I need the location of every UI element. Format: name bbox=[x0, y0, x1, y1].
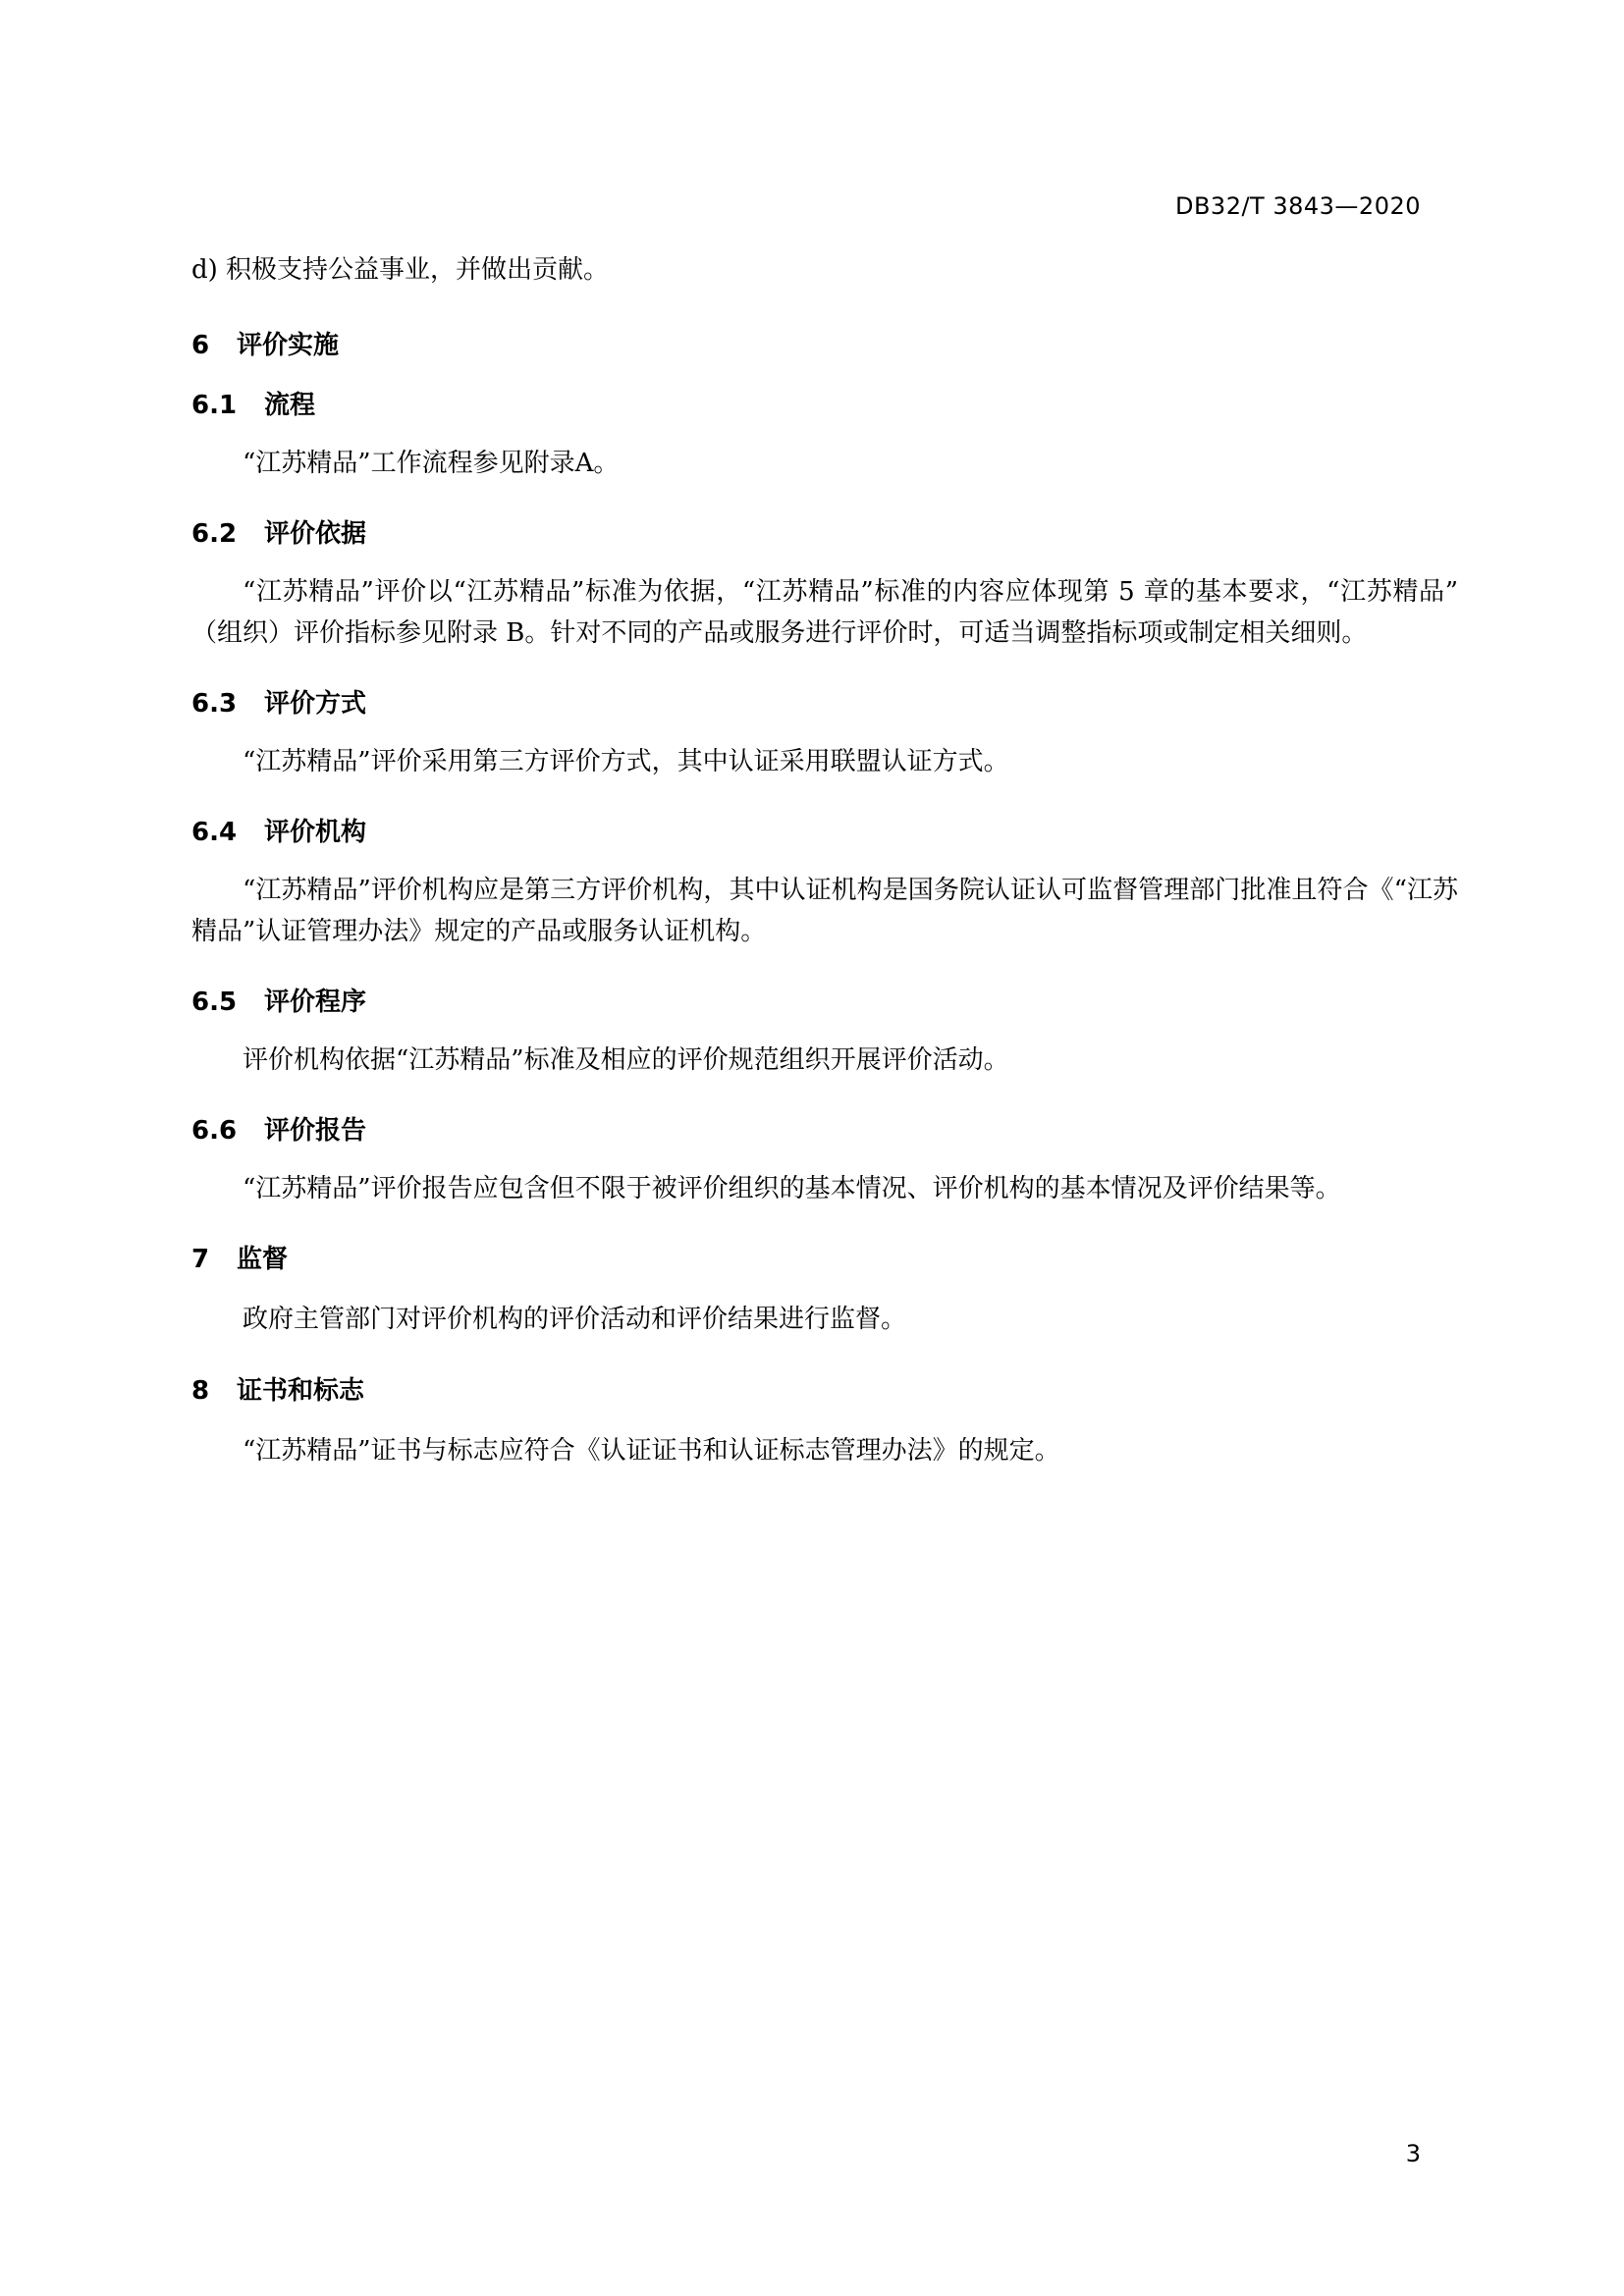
list-item: d) 积极支持公益事业，并做出贡献。 bbox=[191, 255, 610, 285]
subclause-title: 评价依据 bbox=[264, 518, 367, 549]
subclause-number: 6.3 bbox=[191, 688, 238, 719]
subclause-title: 评价程序 bbox=[264, 988, 367, 1018]
paragraph-6-4: “江苏精品”评价机构应是第三方评价机构，其中认证机构是国务院认证认可监督管理部门批准且符合《“江苏精品”认证管理办法》规定的产品或服务认证机构。 bbox=[191, 876, 1458, 947]
clause-title: 证书和标志 bbox=[237, 1375, 365, 1406]
clause-heading-6 bbox=[191, 325, 1458, 361]
paragraph-6-2: “江苏精品”评价以“江苏精品”标准为依据，“江苏精品”标准的内容应体现第 5 章的基本要求，“江苏精品”（组织）评价指标参见附录 B。针对不同的产品或服务进行评价时，可适当调整指标项或制定相关细则。 bbox=[191, 576, 1458, 648]
clause-number: 7 bbox=[191, 1245, 210, 1275]
clause-heading-7 bbox=[191, 1239, 1458, 1275]
clause-heading-8 bbox=[191, 1370, 1458, 1407]
paragraph-8: “江苏精品”证书与标志应符合《认证证书和认证标志管理办法》的规定。 bbox=[243, 1435, 1060, 1466]
paragraph-6-5: 评价机构依据“江苏精品”标准及相应的评价规范组织开展评价活动。 bbox=[243, 1045, 1009, 1076]
subclause-number: 6.4 bbox=[191, 818, 238, 848]
page-content bbox=[191, 250, 1458, 1501]
clause-number: 6 bbox=[191, 330, 210, 360]
subclause-title: 评价方式 bbox=[264, 688, 367, 719]
subclause-number: 6.6 bbox=[191, 1116, 238, 1147]
subclause-heading-6-2 bbox=[191, 513, 1458, 550]
clause-title: 监督 bbox=[237, 1245, 289, 1275]
subclause-number: 6.2 bbox=[191, 518, 238, 549]
subclause-heading-6-5 bbox=[191, 982, 1458, 1018]
subclause-title: 流程 bbox=[264, 390, 316, 420]
paragraph-6-6: “江苏精品”评价报告应包含但不限于被评价组织的基本情况、评价机构的基本情况及评价结果等。 bbox=[243, 1174, 1341, 1204]
clause-title: 评价实施 bbox=[237, 330, 340, 360]
page-number: 3 bbox=[1405, 2140, 1421, 2167]
subclause-heading-6-6 bbox=[191, 1110, 1458, 1147]
subclause-heading-6-3 bbox=[191, 683, 1458, 720]
paragraph-7: 政府主管部门对评价机构的评价活动和评价结果进行监督。 bbox=[243, 1305, 907, 1335]
subclause-heading-6-1 bbox=[191, 385, 1458, 421]
paragraph-6-3: “江苏精品”评价采用第三方评价方式，其中认证采用联盟认证方式。 bbox=[243, 746, 1009, 776]
subclause-title: 评价机构 bbox=[264, 818, 367, 848]
clause-number: 8 bbox=[191, 1375, 210, 1406]
running-header: DB32/T 3843—2020 bbox=[1174, 192, 1421, 220]
subclause-title: 评价报告 bbox=[264, 1116, 367, 1147]
subclause-heading-6-4 bbox=[191, 812, 1458, 848]
subclause-number: 6.5 bbox=[191, 988, 238, 1018]
subclause-number: 6.1 bbox=[191, 390, 238, 420]
paragraph-6-1: “江苏精品”工作流程参见附录A。 bbox=[243, 448, 620, 478]
